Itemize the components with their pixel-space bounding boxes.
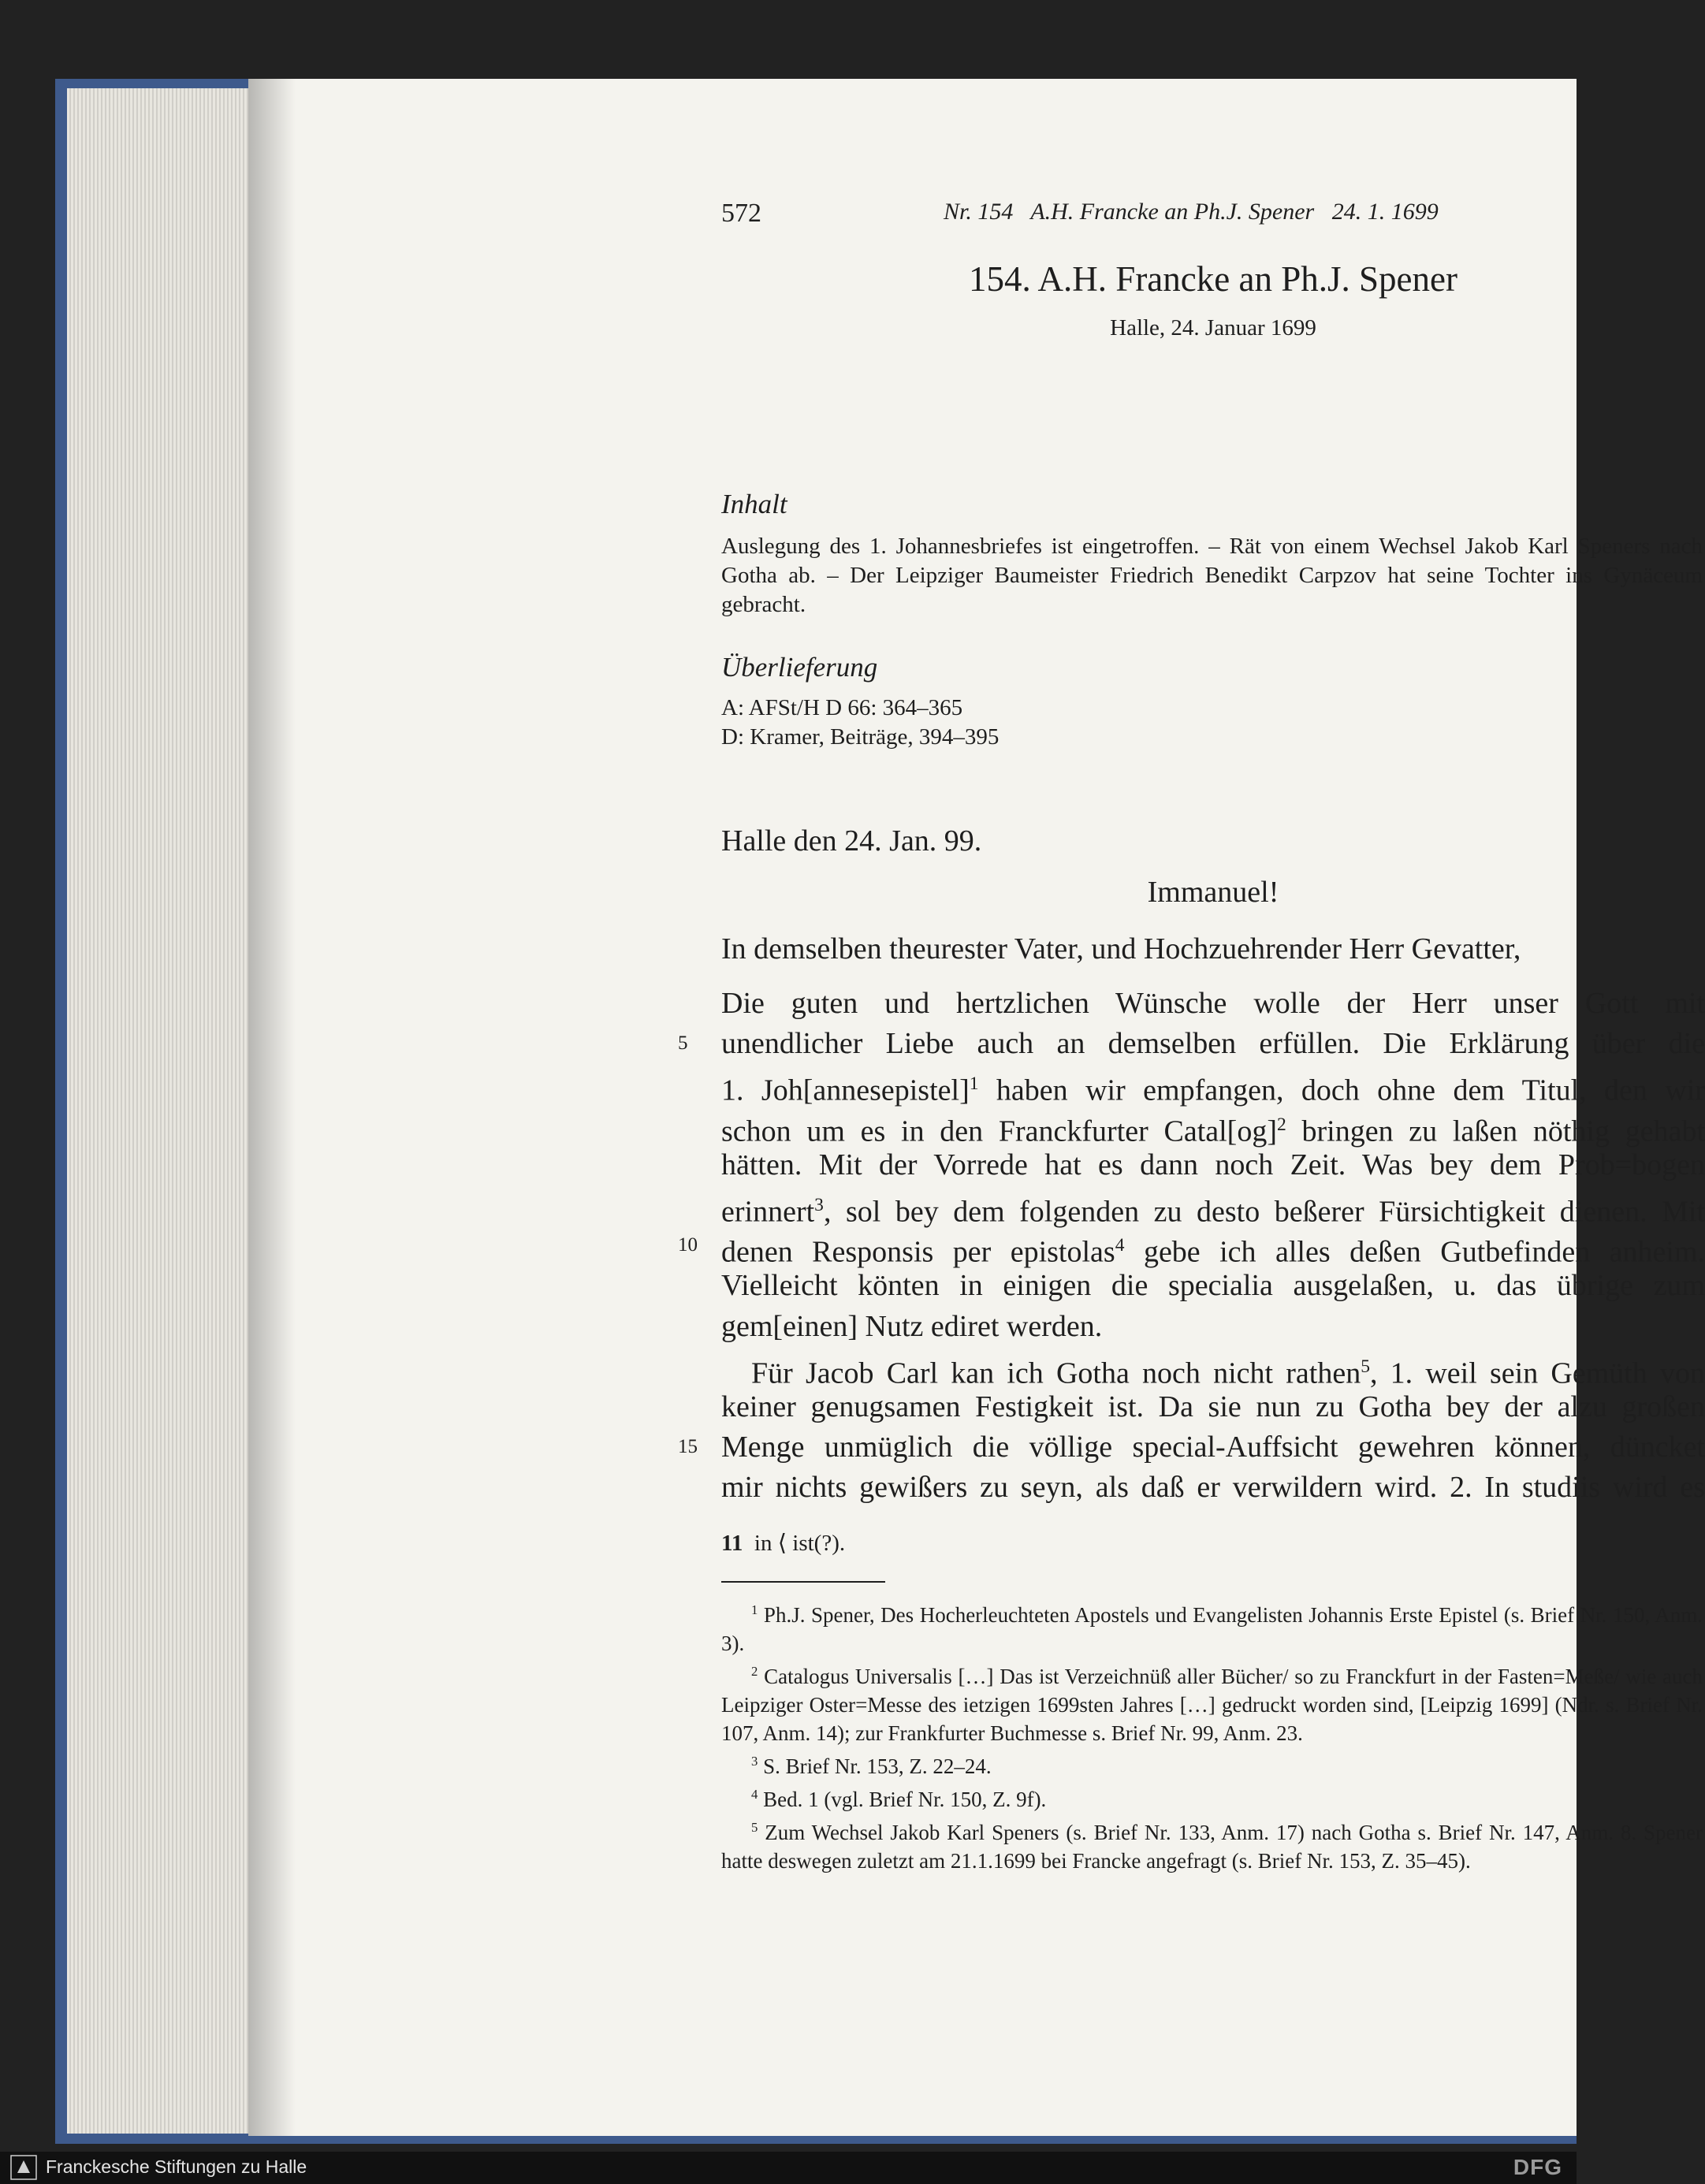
line-text: Für Jacob Carl kan ich Gotha noch nicht rathen: [751, 1356, 1361, 1390]
inhalt-heading: Inhalt: [721, 489, 787, 519]
line-text: hätten. Mit der Vorrede hat es dann noch Zeit. Was bey dem Prob=bogen: [721, 1148, 1705, 1181]
line-text: , 1. weil sein Gemüth von: [1369, 1356, 1705, 1390]
body-line: [721, 1267, 1705, 1304]
body-place-date: Halle den 24. Jan. 99.: [721, 824, 982, 858]
body-line: [678, 1025, 1705, 1062]
footnote-number: 1: [751, 1602, 758, 1617]
gutter-shadow: [248, 79, 296, 2136]
line-text: 1. Joh[annesepistel]: [721, 1074, 970, 1108]
line-text: Vielleicht könten in einigen die specialia ausgelaßen, u. das übrige zum: [721, 1269, 1705, 1303]
critical-apparatus: [721, 1529, 845, 1557]
footnote-number: 5: [751, 1820, 758, 1835]
line-text: bringen zu laßen nöthig gehabt: [1286, 1114, 1705, 1148]
apparatus-line-number: 11: [721, 1531, 743, 1556]
letter-place-date: Halle, 24. Januar 1699: [1110, 315, 1316, 340]
footnote: [721, 1747, 1703, 1780]
line-number: 5: [678, 1032, 688, 1055]
body-line: [721, 985, 1705, 1021]
running-head: [721, 199, 1705, 246]
footer-bar: [0, 2152, 1577, 2184]
line-text: Menge unmüglich die völlige special-Auffsicht gewehren können, düncket: [721, 1431, 1705, 1464]
line-text: unendlicher Liebe auch an demselben erfüllen. Die Erklärung über die: [721, 1027, 1705, 1061]
footnote: [721, 1596, 1703, 1658]
line-number: 10: [678, 1234, 698, 1256]
footnote-text: Bed. 1 (vgl. Brief Nr. 150, Z. 9f).: [763, 1788, 1047, 1811]
footnote-ref[interactable]: 2: [1277, 1114, 1286, 1135]
inhalt-summary: Auslegung des 1. Johannesbriefes ist eingetroffen. – Rät von einem Wechsel Jakob Karl Speners nach Gotha ab. – Der Leipziger Baumeister Friedrich Benedikt Carpzov hat seine Tochter ins Gynäceum gebracht.: [721, 534, 1703, 617]
line-text: keiner genugsamen Festigkeit ist. Da sie nun zu Gotha bey der alzu großen: [721, 1390, 1705, 1423]
ueberlieferung-heading: Überlieferung: [721, 652, 878, 683]
apparatus-text: in ⟨ ist(?).: [754, 1531, 846, 1556]
footnote-rule: [721, 1581, 885, 1583]
body-line: [678, 1429, 1705, 1465]
body-line: [721, 1147, 1705, 1183]
body-line: [721, 1187, 1705, 1229]
body-line: [721, 1389, 1705, 1425]
source-item: A: AFSt/H D 66: 364–365: [721, 695, 963, 720]
footnotes: [721, 1596, 1703, 1875]
line-text: erinnert: [721, 1195, 815, 1229]
body-line: [721, 1107, 1705, 1148]
line-text: denen Responsis per epistolas: [721, 1235, 1115, 1269]
page-edges: [67, 88, 260, 2134]
body-line: [721, 1066, 1705, 1108]
running-title: Nr. 154 A.H. Francke an Ph.J. Spener 24. 1. 1699: [944, 199, 1439, 225]
institution-logo-icon: [9, 2154, 38, 2181]
footnote-text: Catalogus Universalis […] Das ist Verzeichnüß aller Bücher/ so zu Franckfurt in der Fasten=Meße/ wie auch Leipziger Oster=Messe des ietzigen 1699sten Jahres […] gedruckt worden sind, [Leipzig 1699] (Ndr. s. Brief Nr. 107, Anm. 14); zur Frankfurter Buchmesse s. Brief Nr. 99, Anm. 23.: [721, 1665, 1703, 1745]
footnote-ref[interactable]: 3: [814, 1195, 824, 1215]
line-text: mir nichts gewißers zu seyn, als daß er verwildern wird. 2. In studiis wird es: [721, 1471, 1705, 1505]
footnote-number: 3: [751, 1754, 758, 1769]
footnote-text: S. Brief Nr. 153, Z. 22–24.: [763, 1754, 992, 1778]
address-line: In demselben theurester Vater, und Hochzuehrender Herr Gevatter,: [721, 932, 1521, 965]
institution-name: Franckesche Stiftungen zu Halle: [46, 2156, 307, 2177]
page-content: [678, 79, 1705, 2136]
footnote-ref[interactable]: 1: [969, 1073, 979, 1095]
footnote-text: Ph.J. Spener, Des Hocherleuchteten Apostels und Evangelisten Johannis Erste Epistel (s. Brief Nr. 150, Anm. 3).: [721, 1603, 1703, 1655]
invocation: Immanuel!: [1147, 876, 1279, 909]
dfg-logo: DFG: [1513, 2155, 1562, 2179]
sources-list: [721, 694, 1703, 752]
book-page: [248, 79, 1705, 2136]
line-text: gem[einen] Nutz ediret werden.: [721, 1309, 1103, 1343]
footnote: [721, 1814, 1703, 1875]
body-line: [721, 1349, 1705, 1390]
line-text: Die guten und hertzlichen Wünsche wolle der Herr unser Gott mit: [721, 987, 1705, 1020]
footnote: [721, 1658, 1703, 1747]
footnote-ref[interactable]: 5: [1361, 1356, 1370, 1377]
page-number: 572: [721, 199, 761, 228]
body-line: [721, 1308, 1705, 1345]
body-line: [721, 1469, 1705, 1505]
line-text: , sol bey dem folgenden zu desto beßerer Fürsichtigkeit dienen. Mit: [823, 1195, 1705, 1229]
line-number: 15: [678, 1436, 698, 1458]
body-line: [678, 1227, 1705, 1269]
footnote-ref[interactable]: 4: [1115, 1235, 1125, 1256]
footnote: [721, 1780, 1703, 1814]
footnote-number: 2: [751, 1664, 758, 1679]
line-text: schon um es in den Franckfurter Catal[og]: [721, 1114, 1277, 1148]
footnote-text: Zum Wechsel Jakob Karl Speners (s. Brief Nr. 133, Anm. 17) nach Gotha s. Brief Nr. 147, Anm. 8. Spener hatte deswegen zuletzt am 21.1.1699 bei Francke angefragt (s. Brief Nr. 153, Z. 35–45).: [721, 1821, 1703, 1873]
line-text: haben wir empfangen, doch ohne dem Titul, den wir: [978, 1074, 1705, 1108]
line-text: gebe ich alles deßen Gutbefinden anheim.: [1124, 1235, 1705, 1269]
letter-title: 154. A.H. Francke an Ph.J. Spener: [969, 259, 1457, 299]
footnote-number: 4: [751, 1787, 758, 1802]
source-item: D: Kramer, Beiträge, 394–395: [721, 724, 1000, 750]
